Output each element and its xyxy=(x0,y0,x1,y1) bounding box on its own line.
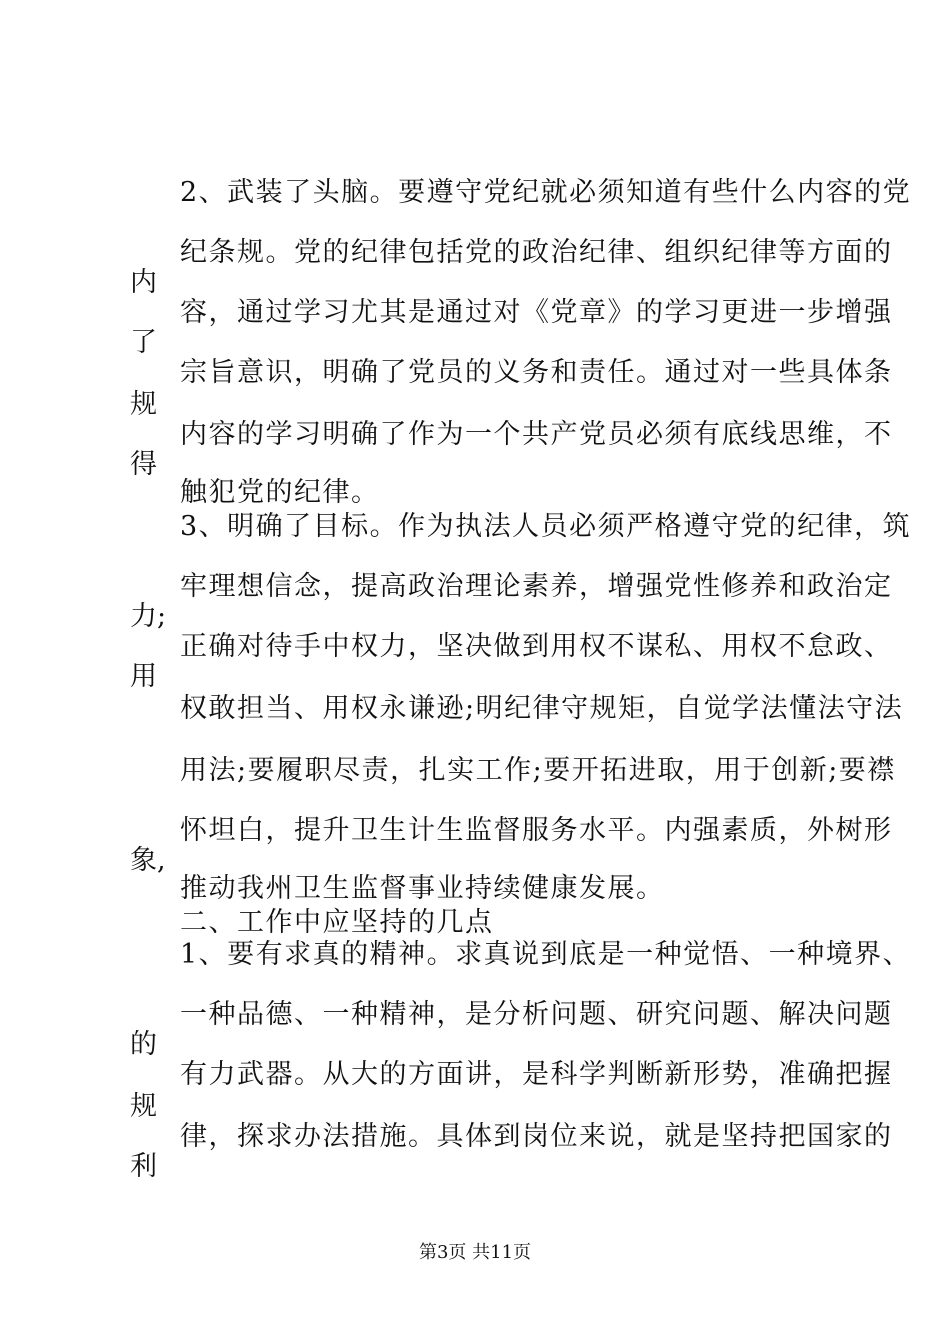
margin-char: 用 xyxy=(130,661,157,692)
paragraph-line: 触犯党的纪律。 xyxy=(180,477,380,508)
paragraph-line: 律，探求办法措施。具体到岗位来说，就是坚持把国家的 xyxy=(180,1121,893,1152)
margin-char: 内 xyxy=(130,267,157,298)
paragraph-line: 2、武装了头脑。要遵守党纪就必须知道有些什么内容的党 xyxy=(180,177,912,208)
margin-char: 规 xyxy=(130,1091,157,1122)
margin-char: 的 xyxy=(130,1029,157,1060)
paragraph-line: 容，通过学习尤其是通过对《党章》的学习更进一步增强 xyxy=(180,297,893,328)
paragraph-line: 推动我州卫生监督事业持续健康发展。 xyxy=(180,873,665,904)
paragraph-line: 一种品德、一种精神，是分析问题、研究问题、解决问题 xyxy=(180,999,893,1030)
paragraph-line: 1、要有求真的精神。求真说到底是一种觉悟、一种境界、 xyxy=(180,939,912,970)
paragraph-line: 怀坦白，提升卫生计生监督服务水平。内强素质，外树形 xyxy=(180,815,893,846)
paragraph-line: 内容的学习明确了作为一个共产党员必须有底线思维，不 xyxy=(180,419,893,450)
margin-char: 力; xyxy=(130,601,167,632)
margin-char: 象, xyxy=(130,845,166,876)
paragraph-line: 纪条规。党的纪律包括党的政治纪律、组织纪律等方面的 xyxy=(180,237,893,268)
paragraph-line: 正确对待手中权力，坚决做到用权不谋私、用权不怠政、 xyxy=(180,631,893,662)
paragraph-line: 权敢担当、用权永谦逊;明纪律守规矩，自觉学法懂法守法 xyxy=(180,693,904,724)
margin-char: 规 xyxy=(130,389,157,420)
margin-char: 了 xyxy=(130,327,157,358)
paragraph-line: 用法;要履职尽责，扎实工作;要开拓进取，用于创新;要襟 xyxy=(180,755,896,786)
paragraph-line: 有力武器。从大的方面讲，是科学判断新形势，准确把握 xyxy=(180,1059,893,1090)
paragraph-line: 宗旨意识，明确了党员的义务和责任。通过对一些具体条 xyxy=(180,357,893,388)
section-heading: 二、工作中应坚持的几点 xyxy=(180,907,494,938)
margin-char: 利 xyxy=(130,1151,157,1182)
page-number-footer: 第3页 共11页 xyxy=(418,1242,532,1263)
paragraph-line: 牢理想信念，提高政治理论素养，增强党性修养和政治定 xyxy=(180,571,893,602)
margin-char: 得 xyxy=(130,449,157,480)
paragraph-line: 3、明确了目标。作为执法人员必须严格遵守党的纪律，筑 xyxy=(180,511,912,542)
